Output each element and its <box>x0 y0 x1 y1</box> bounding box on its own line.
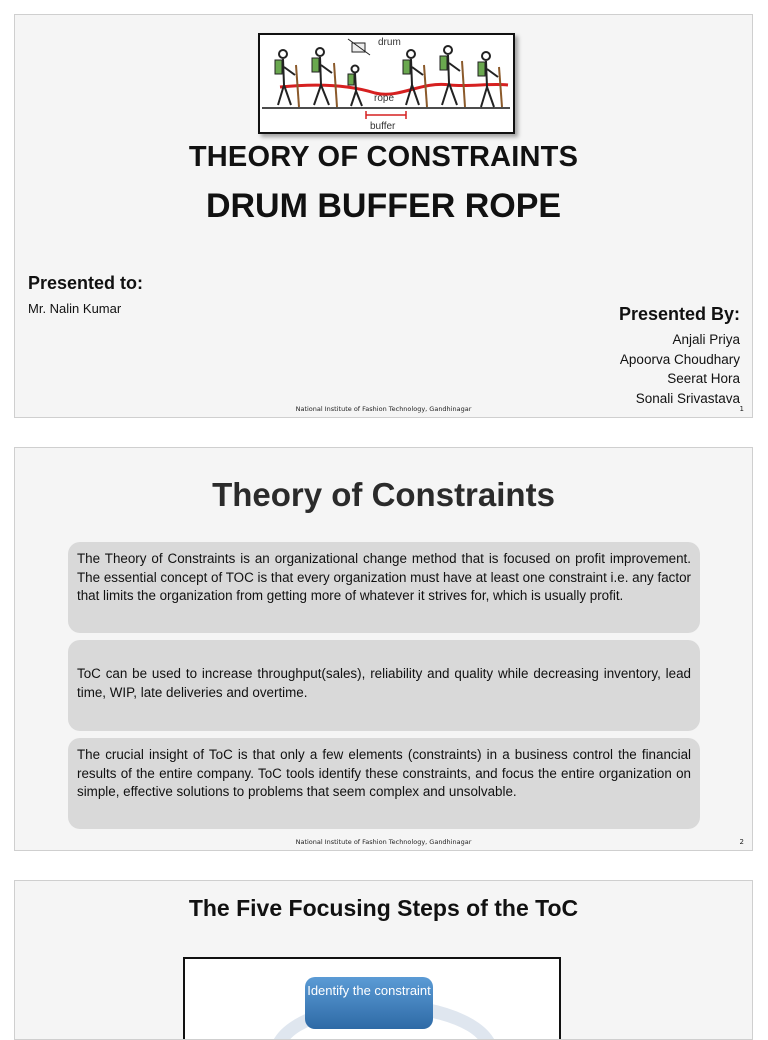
drum-buffer-rope-illustration <box>258 33 515 134</box>
slide-2 <box>14 447 753 851</box>
page-number: 1 <box>739 405 744 413</box>
presented-to-label: Presented to: <box>28 273 144 293</box>
presenter-name: Sonali Srivastava <box>635 390 740 406</box>
text-box: The crucial insight of ToC is that only a few elements (constraints) in a business control the financial results of the entire company. ToC tools identify these constraints, and focus the entire organization on simple, effective solutions to problems that seem complex and unsolvable. <box>68 738 700 829</box>
presenter-name: Seerat Hora <box>667 371 740 386</box>
slide-1 <box>14 14 753 418</box>
presented-by-label: Presented By: <box>618 304 740 324</box>
rope-label: rope <box>374 93 395 104</box>
text-box: The Theory of Constraints is an organizational change method that is focused on profit improvement. The essential concept of TOC is that every organization must have at least one constraint i.e. any factor that limits the organization from getting more of whatever it strives for, which is usually profit. <box>68 542 700 633</box>
hikers-diagram <box>260 35 513 132</box>
text-box: ToC can be used to increase throughput(sales), reliability and quality while decreasing inventory, lead time, WIP, late deliveries and overtime. <box>68 640 700 731</box>
focusing-steps-diagram <box>183 957 561 1040</box>
slide-3 <box>14 880 753 1040</box>
slide-title: The Five Focusing Steps of the ToC <box>188 895 579 921</box>
presenter-name: Apoorva Choudhary <box>619 351 740 367</box>
presenter-list <box>620 330 740 408</box>
slide-footer: National Institute of Fashion Technology, Gandhinagar <box>295 405 472 413</box>
buffer-label: buffer <box>370 121 396 132</box>
slide-title-line-2: DRUM BUFFER ROPE <box>205 187 562 225</box>
slide-footer: National Institute of Fashion Technology, Gandhinagar <box>295 838 472 846</box>
presenter-name: Anjali Priya <box>672 332 740 347</box>
slide-title: Theory of Constraints <box>212 476 555 513</box>
buffer-marker <box>366 111 406 119</box>
slide-title-line-1: THEORY OF CONSTRAINTS <box>188 141 579 173</box>
step-identify-constraint: Identify the constraint <box>305 977 433 1029</box>
drum-label: drum <box>378 37 401 48</box>
presented-to-name: Mr. Nalin Kumar <box>28 301 122 316</box>
page-number: 2 <box>739 838 744 846</box>
drum-icon <box>348 39 370 55</box>
